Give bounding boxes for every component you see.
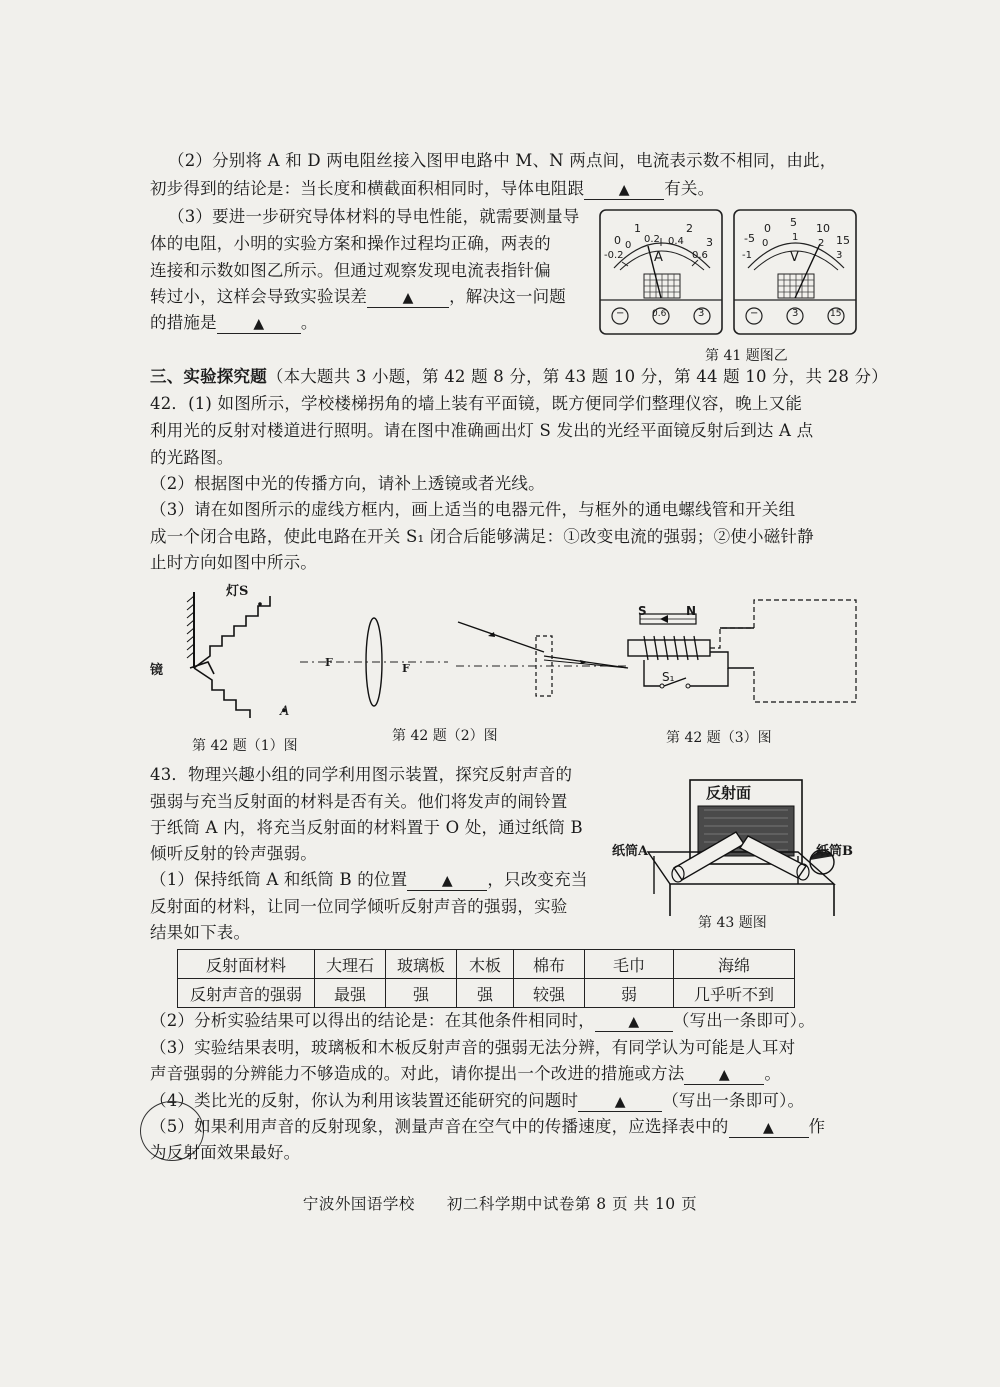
table-cell: 玻璃板: [386, 950, 457, 979]
table-row: [178, 979, 795, 1008]
ammeter-tick-bottom-0: -0.2: [604, 250, 624, 261]
ammeter-tick-top-0: 0: [614, 234, 621, 247]
answer-blank: ▲: [595, 1013, 673, 1032]
table-cell: 反射声音的强弱: [178, 979, 315, 1008]
voltmeter-tick-top-0: -5: [744, 232, 755, 245]
q42-p1-line2: 利用光的反射对楼道进行照明。请在图中准确画出灯 S 发出的光经平面镜反射后到达 A 点: [150, 421, 814, 440]
table-row: [178, 950, 795, 979]
q42-p2: （2）根据图中光的传播方向，请补上透镜或者光线。: [150, 474, 545, 493]
answer-blank: ▲: [367, 289, 449, 308]
q43-p5-text: （5）如果利用声音的反射现象，测量声音在空气中的传播速度，应选择表中的: [150, 1117, 729, 1136]
ammeter-tick-top-2: 2: [686, 222, 693, 235]
q43-p5-line2: 为反射面效果最好。: [150, 1143, 301, 1162]
voltmeter-tick-bottom-0: -1: [742, 250, 752, 261]
voltmeter-tick-bottom-4: 3: [836, 250, 843, 261]
table-cell: 棉布: [514, 950, 585, 979]
q41-p3-line2: 体的电阻，小明的实验方案和操作过程均正确，两表的: [150, 234, 551, 253]
q42-p1-line3: 的光路图。: [150, 448, 234, 467]
table-cell: 强: [457, 979, 514, 1008]
q42-fig3-caption: 第 42 题（3）图: [666, 730, 772, 746]
q43-p1-line3: 结果如下表。: [150, 923, 251, 942]
q43-p2: [150, 1010, 815, 1032]
answer-blank: ▲: [217, 315, 301, 334]
q42-fig1-point-label: A: [280, 704, 290, 719]
ammeter-terminal-2: 3: [698, 308, 705, 319]
q43-results-table: [177, 949, 795, 1008]
ammeter-unit: A: [654, 250, 663, 265]
q41-p2-line2: [150, 178, 714, 200]
voltmeter-tick-bottom-3: 2: [818, 238, 825, 249]
q43-p3-line2: [150, 1063, 781, 1085]
ammeter-terminal-1: 0.6: [652, 309, 667, 319]
table-cell: 较强: [514, 979, 585, 1008]
voltmeter-tick-top-1: 0: [764, 222, 771, 235]
q43-p2-text: （2）分析实验结果可以得出的结论是：在其他条件相同时，: [150, 1011, 595, 1030]
table-cell: 海绵: [674, 950, 795, 979]
q42-fig3-switch-label: S₁: [662, 670, 675, 684]
q42-fig2-caption: 第 42 题（2）图: [392, 728, 498, 744]
ammeter-tick-bottom-1: 0: [625, 240, 632, 251]
table-cell: 最强: [315, 979, 386, 1008]
q43-p1-end: ，只改变充当: [487, 870, 588, 889]
q41-p3-line5-end: 。: [300, 313, 318, 332]
q41-p2-line2-text: 初步得到的结论是：当长度和横截面积相同时，导体电阻跟: [150, 179, 585, 198]
q43-fig-tube-a-label: 纸筒A: [612, 844, 649, 859]
table-cell: 大理石: [315, 950, 386, 979]
q43-p3-end: 。: [764, 1064, 782, 1083]
q42-fig3-s-label: S: [638, 604, 647, 618]
answer-blank: ▲: [684, 1066, 764, 1085]
answer-blank: ▲: [578, 1093, 662, 1112]
section3-header: [150, 366, 888, 388]
q43-line1: 43．物理兴趣小组的同学利用图示装置，探究反射声音的: [150, 765, 573, 784]
q42-fig2-lenses: [298, 600, 628, 710]
answer-blank: ▲: [729, 1119, 809, 1138]
answer-blank: ▲: [407, 872, 487, 891]
q42-p1-line1: 42．(1) 如图所示，学校楼梯拐角的墙上装有平面镜，既方便同学们整理仪容，晚上又能: [150, 394, 803, 413]
ammeter-terminal-0: −: [616, 308, 625, 319]
section3-title: 三、实验探究题: [150, 367, 267, 386]
table-cell: 几乎听不到: [674, 979, 795, 1008]
q42-p3-line3: 止时方向如图中所示。: [150, 553, 317, 572]
ammeter-tick-bottom-4: 0.6: [692, 250, 708, 261]
ammeter-tick-bottom-3: 0.4: [668, 236, 684, 247]
q41-p3-line1: （3）要进一步研究导体材料的导电性能，就需要测量导: [168, 207, 580, 226]
q41-p3-line5: [150, 312, 318, 334]
voltmeter-tick-bottom-1: 0: [762, 238, 769, 249]
q41-p3-line3: 连接和示数如图乙所示。但通过观察发现电流表指针偏: [150, 261, 551, 280]
page-footer: 宁波外国语学校 初二科学期中试卷第 8 页 共 10 页: [302, 1195, 698, 1213]
voltmeter-terminal-2: 15: [830, 309, 842, 319]
ammeter-tick-bottom-2: 0.2: [644, 234, 660, 245]
table-cell: 强: [386, 979, 457, 1008]
voltmeter-tick-top-3: 10: [816, 222, 830, 235]
q43-p4: [150, 1090, 804, 1112]
q43-fig-reflector-label: 反射面: [706, 784, 752, 802]
q42-fig1-lamp-label: 灯S: [226, 584, 249, 599]
q43-p4-text: （4）类比光的反射，你认为利用该装置还能研究的问题时: [150, 1091, 579, 1110]
section3-desc: （本大题共 3 小题，第 42 题 8 分，第 43 题 10 分，第 44 题 10 分，共 28 分）: [266, 367, 888, 386]
q43-figure-caption: 第 43 题图: [698, 915, 767, 931]
q43-p1-text: （1）保持纸筒 A 和纸筒 B 的位置: [150, 870, 408, 889]
voltmeter-terminal-0: −: [750, 308, 759, 319]
answer-blank: ▲: [584, 181, 664, 200]
voltmeter-tick-top-2: 5: [790, 216, 797, 229]
voltmeter-terminal-1: 3: [792, 308, 799, 319]
q41-p3-line4-text: 转过小，这样会导致实验误差: [150, 287, 368, 306]
q43-p4-end: （写出一条即可）。: [662, 1091, 805, 1110]
voltmeter-tick-bottom-2: 1: [792, 232, 799, 243]
table-cell: 木板: [457, 950, 514, 979]
q43-line3: 于纸筒 A 内，将充当反射面的材料置于 O 处，通过纸筒 B: [150, 818, 583, 837]
q42-fig1-mirror-label: 镜: [150, 663, 164, 678]
q43-p1-line2: 反射面的材料，让同一位同学倾听反射声音的强弱，实验: [150, 897, 568, 916]
q42-fig2-focus-right: F: [402, 662, 410, 675]
voltmeter-unit: V: [790, 250, 799, 265]
ammeter-tick-top-3: 3: [706, 236, 713, 249]
q41-figure-caption: 第 41 题图乙: [705, 348, 788, 364]
q43-line2: 强弱与充当反射面的材料是否有关。他们将发声的闹铃置: [150, 792, 568, 811]
ammeter-tick-top-1: 1: [634, 222, 641, 235]
q41-p2-line2-end: 有关。: [664, 179, 715, 198]
q41-p3-line4-end: ，解决这一问题: [449, 287, 567, 306]
q43-line4: 倾听反射的铃声强弱。: [150, 844, 317, 863]
q42-p3-line1: （3）请在如图所示的虚线方框内，画上适当的电器元件，与框外的通电螺线管和开关组: [150, 500, 796, 519]
q42-fig3-n-label: N: [686, 604, 697, 618]
table-cell: 反射面材料: [178, 950, 315, 979]
q42-fig2-focus-left: F: [325, 656, 333, 669]
table-cell: 毛巾: [585, 950, 674, 979]
q43-p3-line1: （3）实验结果表明，玻璃板和木板反射声音的强弱无法分辨，有同学认为可能是人耳对: [150, 1038, 796, 1057]
q42-fig1-staircase: [150, 582, 300, 722]
q43-p3-text: 声音强弱的分辨能力不够造成的。对此，请你提出一个改进的措施或方法: [150, 1064, 685, 1083]
q41-p3-line5-text: 的措施是: [150, 313, 217, 332]
q41-p2-line1: （2）分别将 A 和 D 两电阻丝接入图甲电路中 M、N 两点间，电流表示数不相同，由此，: [168, 151, 837, 170]
q43-fig-tube-b-label: 纸筒B: [816, 844, 853, 859]
q43-p5-line1: [150, 1116, 825, 1138]
q43-p5-end: 作: [808, 1117, 826, 1136]
q42-fig1-caption: 第 42 题（1）图: [192, 738, 298, 754]
q42-fig3-circuit: [624, 592, 860, 716]
q43-p2-end: （写出一条即可）。: [672, 1011, 815, 1030]
q41-p3-line4: [150, 286, 566, 308]
q42-p3-line2: 成一个闭合电路，使此电路在开关 S₁ 闭合后能够满足：①改变电流的强弱；②使小磁针静: [150, 527, 814, 546]
voltmeter-tick-top-4: 15: [836, 234, 850, 247]
table-cell: 弱: [585, 979, 674, 1008]
q43-p1-line1: [150, 869, 588, 891]
